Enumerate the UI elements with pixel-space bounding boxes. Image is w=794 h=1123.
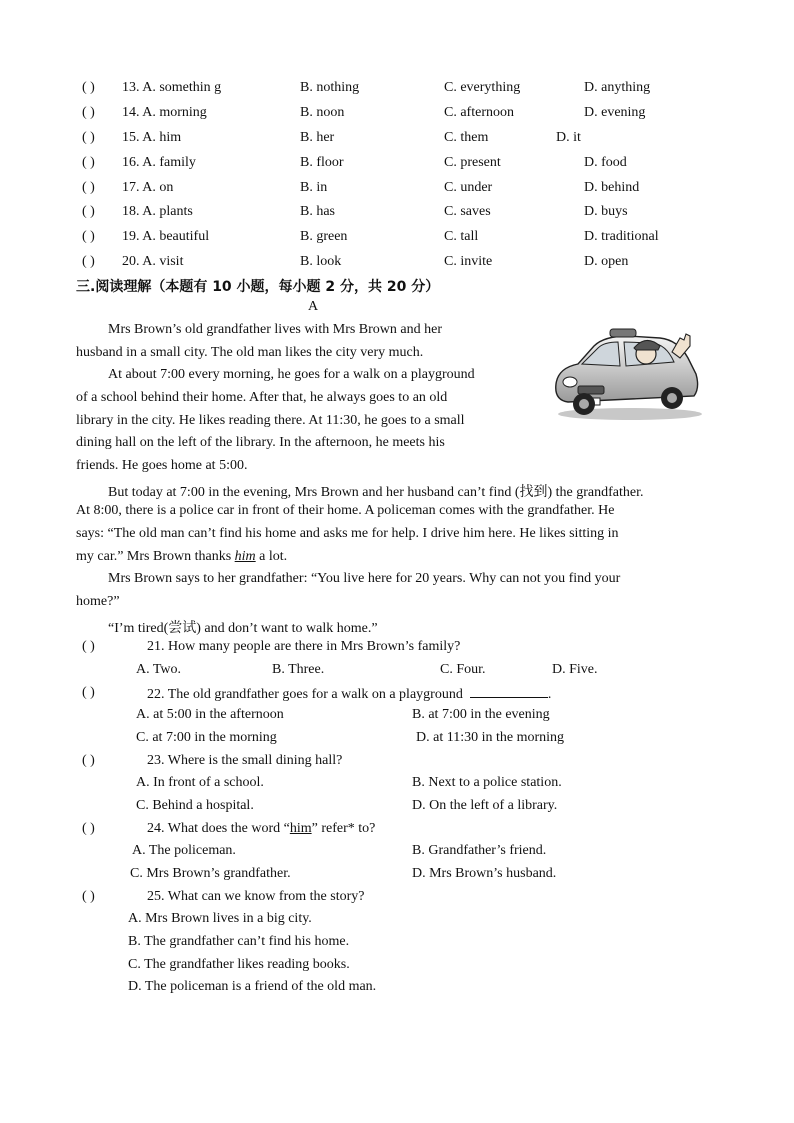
question-stem-text: ” refer* to? (311, 821, 376, 836)
option-c: C. invite (444, 254, 493, 269)
option-b: B. noon (300, 105, 345, 120)
option-a: 18. A. plants (122, 204, 193, 219)
option-b: B. Next to a police station. (412, 775, 562, 790)
siren-light (610, 329, 636, 337)
option-c: C. under (444, 180, 493, 195)
answer-blank[interactable]: ( ) (82, 130, 95, 145)
answer-blank[interactable]: ( ) (82, 229, 95, 244)
option-d: D. traditional (584, 229, 659, 244)
option-a: 20. A. visit (122, 254, 184, 269)
answer-blank[interactable]: ( ) (82, 204, 95, 219)
passage-line: At 8:00, there is a police car in front of their home. A policeman comes with the grandfather. He (76, 503, 615, 518)
option-d: D. at 11:30 in the morning (416, 730, 565, 745)
passage-line: says: “The old man can’t find his home and asks me for help. I drive him here. He likes sitting in (76, 526, 619, 541)
option-c: C. The grandfather likes reading books. (128, 957, 350, 972)
question-stem (147, 685, 551, 703)
option-d: D. behind (584, 180, 640, 195)
fill-blank-line[interactable] (470, 685, 548, 698)
option-c: C. Behind a hospital. (136, 798, 254, 813)
option-a: 19. A. beautiful (122, 229, 210, 244)
option-a: A. The policeman. (132, 843, 236, 858)
option-b: B. in (300, 180, 328, 195)
wheel-hub (579, 399, 589, 409)
question-stem-text: 24. What does the word “ (147, 821, 290, 836)
question-stem: 25. What can we know from the story? (147, 889, 365, 904)
option-a: A. Two. (136, 662, 182, 677)
option-d: D. evening (584, 105, 646, 120)
option-d: D. On the left of a library. (412, 798, 558, 813)
option-c: C. afternoon (444, 105, 514, 120)
option-a: 14. A. morning (122, 105, 207, 120)
option-c: C. them (444, 130, 489, 145)
option-b: B. look (300, 254, 342, 269)
option-a: 15. A. him (122, 130, 182, 145)
option-b: B. at 7:00 in the evening (412, 707, 550, 722)
option-b: B. The grandfather can’t find his home. (128, 934, 350, 949)
answer-blank[interactable]: ( ) (82, 639, 95, 654)
answer-blank[interactable]: ( ) (82, 155, 95, 170)
answer-blank[interactable]: ( ) (82, 254, 95, 269)
option-b: B. her (300, 130, 335, 145)
passage-line: Mrs Brown says to her grandfather: “You live here for 20 years. Why can not you find your (108, 571, 621, 586)
option-d: D. Mrs Brown’s husband. (412, 866, 557, 881)
wheel-hub (667, 393, 677, 403)
option-b: B. nothing (300, 80, 360, 95)
option-d: D. food (584, 155, 627, 170)
option-a: A. Mrs Brown lives in a big city. (128, 911, 312, 926)
passage-line: “I’m tired(尝试) and don’t want to walk home.” (108, 621, 378, 636)
option-c: C. saves (444, 204, 491, 219)
option-a: 13. A. somethin g (122, 80, 222, 95)
option-c: C. tall (444, 229, 479, 244)
question-stem-tail: . (547, 687, 552, 702)
passage-line: But today at 7:00 in the evening, Mrs Brown and her husband can’t find (找到) the grandfather. (108, 485, 644, 500)
answer-blank[interactable]: ( ) (82, 180, 95, 195)
passage-line: friends. He goes home at 5:00. (76, 458, 248, 473)
option-b: B. Grandfather’s friend. (412, 843, 547, 858)
question-stem-text: 22. The old grandfather goes for a walk on a playground (147, 687, 463, 702)
option-d: D. Five. (552, 662, 598, 677)
option-d: D. buys (584, 204, 628, 219)
option-d: D. anything (584, 80, 651, 95)
passage-line: of a school behind their home. After that, he always goes to an old (76, 390, 448, 405)
question-stem: 23. Where is the small dining hall? (147, 753, 343, 768)
headlight (563, 377, 577, 387)
passage-line: home?” (76, 594, 120, 609)
option-a: A. at 5:00 in the afternoon (136, 707, 284, 722)
answer-blank[interactable]: ( ) (82, 685, 95, 700)
section-title: 三.阅读理解（本题有 10 小题，每小题 2 分，共 20 分） (76, 279, 440, 295)
passage-line: At about 7:00 every morning, he goes for a walk on a playground (108, 367, 475, 382)
passage-text: a lot. (255, 549, 288, 564)
answer-blank[interactable]: ( ) (82, 105, 95, 120)
answer-blank[interactable]: ( ) (82, 889, 95, 904)
option-c: C. everything (444, 80, 521, 95)
passage-line (76, 549, 287, 565)
passage-line: husband in a small city. The old man likes the city very much. (76, 345, 424, 360)
option-c: C. Mrs Brown’s grandfather. (130, 866, 291, 881)
answer-blank[interactable]: ( ) (82, 821, 95, 836)
option-b: B. green (300, 229, 348, 244)
answer-blank[interactable]: ( ) (82, 753, 95, 768)
option-d: D. The policeman is a friend of the old man. (128, 979, 377, 994)
answer-blank[interactable]: ( ) (82, 80, 95, 95)
underlined-word-him: him (234, 549, 256, 564)
passage-text: my car.” Mrs Brown thanks (76, 549, 235, 564)
underlined-word-him: him (289, 821, 312, 836)
option-c: C. Four. (440, 662, 486, 677)
option-a: 17. A. on (122, 180, 174, 195)
option-d: D. it (556, 130, 581, 145)
question-stem: 21. How many people are there in Mrs Brown’s family? (147, 639, 461, 654)
option-c: C. present (444, 155, 501, 170)
passage-label: A (308, 299, 319, 314)
option-b: B. Three. (272, 662, 325, 677)
passage-line: Mrs Brown’s old grandfather lives with Mrs Brown and her (108, 322, 443, 337)
police-car-illustration (548, 322, 704, 422)
option-b: B. floor (300, 155, 344, 170)
option-c: C. at 7:00 in the morning (136, 730, 277, 745)
option-a: A. In front of a school. (136, 775, 264, 790)
passage-line: dining hall on the left of the library. In the afternoon, he meets his (76, 435, 445, 450)
option-b: B. has (300, 204, 335, 219)
passage-line: library in the city. He likes reading there. At 11:30, he goes to a small (76, 413, 465, 428)
option-d: D. open (584, 254, 629, 269)
question-stem (147, 821, 375, 837)
grille (578, 386, 604, 394)
option-a: 16. A. family (122, 155, 196, 170)
